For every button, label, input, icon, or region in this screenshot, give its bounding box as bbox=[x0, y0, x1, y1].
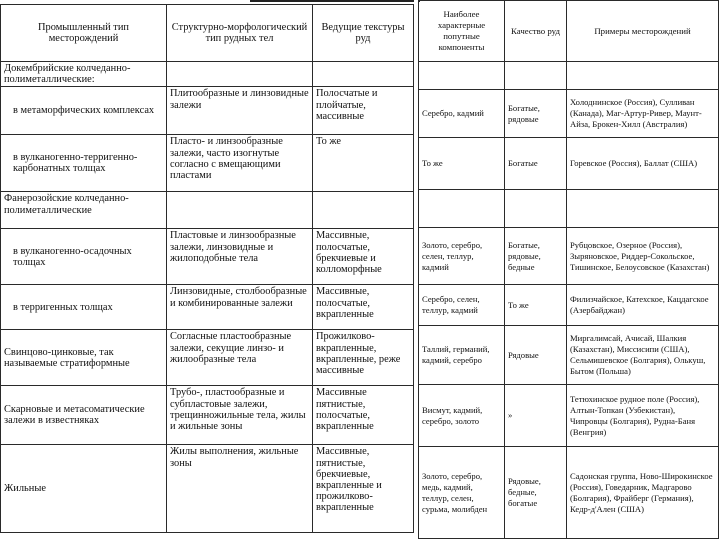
ore-quality-cell: Богатые bbox=[505, 138, 567, 190]
components-cell: Золото, серебро, селен, теллур, кадмий bbox=[419, 228, 505, 285]
components-cell bbox=[419, 190, 505, 228]
left-table bbox=[0, 4, 414, 533]
examples-cell: Миргалимсай, Ачисай, Шалкия (Казахстан), Миссисипи (США), Сельмишевское (Болгария), Олькуш, Бытом (Польша) bbox=[567, 326, 719, 385]
ore-quality-cell bbox=[505, 190, 567, 228]
texture-cell: Полосчатые и плойчатые, массивные bbox=[313, 87, 414, 135]
header-examples: Примеры месторождений bbox=[567, 1, 719, 62]
header-ore-quality: Качество руд bbox=[505, 1, 567, 62]
header-structural-type: Структурно-морфологический тип рудных тел bbox=[167, 5, 313, 62]
components-cell: Серебро, селен, теллур, кадмий bbox=[419, 285, 505, 326]
section-row bbox=[1, 62, 414, 87]
right-table bbox=[418, 0, 719, 539]
structural-type-cell: Жилы выполнения, жильные зоны bbox=[167, 445, 313, 533]
deposit-type-cell: в терригенных толщах bbox=[1, 285, 167, 330]
left-header-row bbox=[1, 5, 414, 62]
examples-cell: Тетюхинское рудное поле (Россия), Алтын-Топкан (Узбекистан), Чипровцы (Болгария), Рудна-Баня (Венгрия) bbox=[567, 385, 719, 447]
deposit-type-cell: в метаморфических комплексах bbox=[1, 87, 167, 135]
examples-cell: Рубцовское, Озерное (Россия), Зыряновское, Риддер-Сокольское, Тишинское, Белоусовское (Казахстан) bbox=[567, 228, 719, 285]
examples-cell bbox=[567, 62, 719, 90]
table-row bbox=[1, 229, 414, 285]
deposit-type-cell: Скарновые и метасоматические залежи в известняках bbox=[1, 386, 167, 445]
table-row bbox=[1, 445, 414, 533]
deposit-type-cell: в вулканогенно-терригенно-карбонатных толщах bbox=[1, 135, 167, 192]
examples-cell: Холоднинское (Россия), Сулливан (Канада), Маг-Артур-Ривер, Маунт-Айза, Брокен-Хилл (Австралия) bbox=[567, 90, 719, 138]
table-row bbox=[1, 386, 414, 445]
texture-cell: То же bbox=[313, 135, 414, 192]
texture-cell: Массивные, пятнистые, брекчиевые, вкрапленные и прожилково-вкрапленные bbox=[313, 445, 414, 533]
structural-type-cell: Пласто- и линзообразные залежи, часто изогнутые согласно с вмещающими пластами bbox=[167, 135, 313, 192]
ore-quality-cell bbox=[505, 62, 567, 90]
structural-type-cell: Линзовидные, столбообразные и комбинированные залежи bbox=[167, 285, 313, 330]
table-row bbox=[1, 135, 414, 192]
table-row bbox=[419, 385, 719, 447]
section-row bbox=[1, 192, 414, 229]
ore-quality-cell: Рядовые bbox=[505, 326, 567, 385]
structural-type-cell bbox=[167, 192, 313, 229]
table-row bbox=[1, 285, 414, 330]
examples-cell: Филизчайское, Катехское, Кацдагское (Азербайджан) bbox=[567, 285, 719, 326]
ore-quality-cell: » bbox=[505, 385, 567, 447]
table-row bbox=[419, 62, 719, 90]
table-row bbox=[1, 330, 414, 386]
deposit-type-cell: Свинцово-цинковые, так называемые стратиформные bbox=[1, 330, 167, 386]
table-row bbox=[419, 326, 719, 385]
structural-type-cell: Плитообразные и линзовидные залежи bbox=[167, 87, 313, 135]
ore-quality-cell: Богатые, рядовые bbox=[505, 90, 567, 138]
components-cell: То же bbox=[419, 138, 505, 190]
header-textures: Ведущие текстуры руд bbox=[313, 5, 414, 62]
components-cell: Серебро, кадмий bbox=[419, 90, 505, 138]
structural-type-cell: Трубо-, пластообразные и субпластовые залежи, трещинножильные тела, жилы и жильные зоны bbox=[167, 386, 313, 445]
examples-cell bbox=[567, 190, 719, 228]
table-row bbox=[419, 138, 719, 190]
right-header-row bbox=[419, 1, 719, 62]
header-industrial-type: Промышленный тип месторождений bbox=[1, 5, 167, 62]
structural-type-cell: Согласные пластообразные залежи, секущие линзо- и жилообразные тела bbox=[167, 330, 313, 386]
ore-quality-cell: Богатые, рядовые, бедные bbox=[505, 228, 567, 285]
texture-cell: Массивные, полосчатые, вкрапленные bbox=[313, 285, 414, 330]
structural-type-cell: Пластовые и линзообразные залежи, линзовидные и жилоподобные тела bbox=[167, 229, 313, 285]
header-components: Наиболее характерные попутные компоненты bbox=[419, 1, 505, 62]
examples-cell: Горевское (Россия), Баллат (США) bbox=[567, 138, 719, 190]
ore-quality-cell: Рядовые, бедные, богатые bbox=[505, 447, 567, 539]
ore-quality-cell: То же bbox=[505, 285, 567, 326]
components-cell bbox=[419, 62, 505, 90]
deposit-type-cell: Фанерозойские колчеданно-полиметаллические bbox=[1, 192, 167, 229]
examples-cell: Садонская группа, Ново-Широкинское (Россия), Говедарник, Мадгарово (Болгария), Фрайберг (Германия), Кедр-д'Ален (США) bbox=[567, 447, 719, 539]
components-cell: Висмут, кадмий, серебро, золото bbox=[419, 385, 505, 447]
top-rule bbox=[250, 0, 420, 2]
structural-type-cell bbox=[167, 62, 313, 87]
texture-cell bbox=[313, 192, 414, 229]
components-cell: Золото, серебро, медь, кадмий, теллур, селен, сурьма, молибден bbox=[419, 447, 505, 539]
texture-cell bbox=[313, 62, 414, 87]
deposit-type-cell: в вулканогенно-осадочных толщах bbox=[1, 229, 167, 285]
table-row bbox=[1, 87, 414, 135]
deposit-type-cell: Жильные bbox=[1, 445, 167, 533]
components-cell: Таллий, германий, кадмий, серебро bbox=[419, 326, 505, 385]
table-row bbox=[419, 190, 719, 228]
deposit-type-cell: Докембрийские колчеданно-полиметаллические: bbox=[1, 62, 167, 87]
texture-cell: Массивные пятнистые, полосчатые, вкрапленные bbox=[313, 386, 414, 445]
texture-cell: Массивные, полосчатые, брекчиевые и колломорфные bbox=[313, 229, 414, 285]
table-row bbox=[419, 90, 719, 138]
texture-cell: Прожилково-вкрапленные, вкрапленные, реже массивные bbox=[313, 330, 414, 386]
table-row bbox=[419, 447, 719, 539]
table-row bbox=[419, 285, 719, 326]
table-row bbox=[419, 228, 719, 285]
